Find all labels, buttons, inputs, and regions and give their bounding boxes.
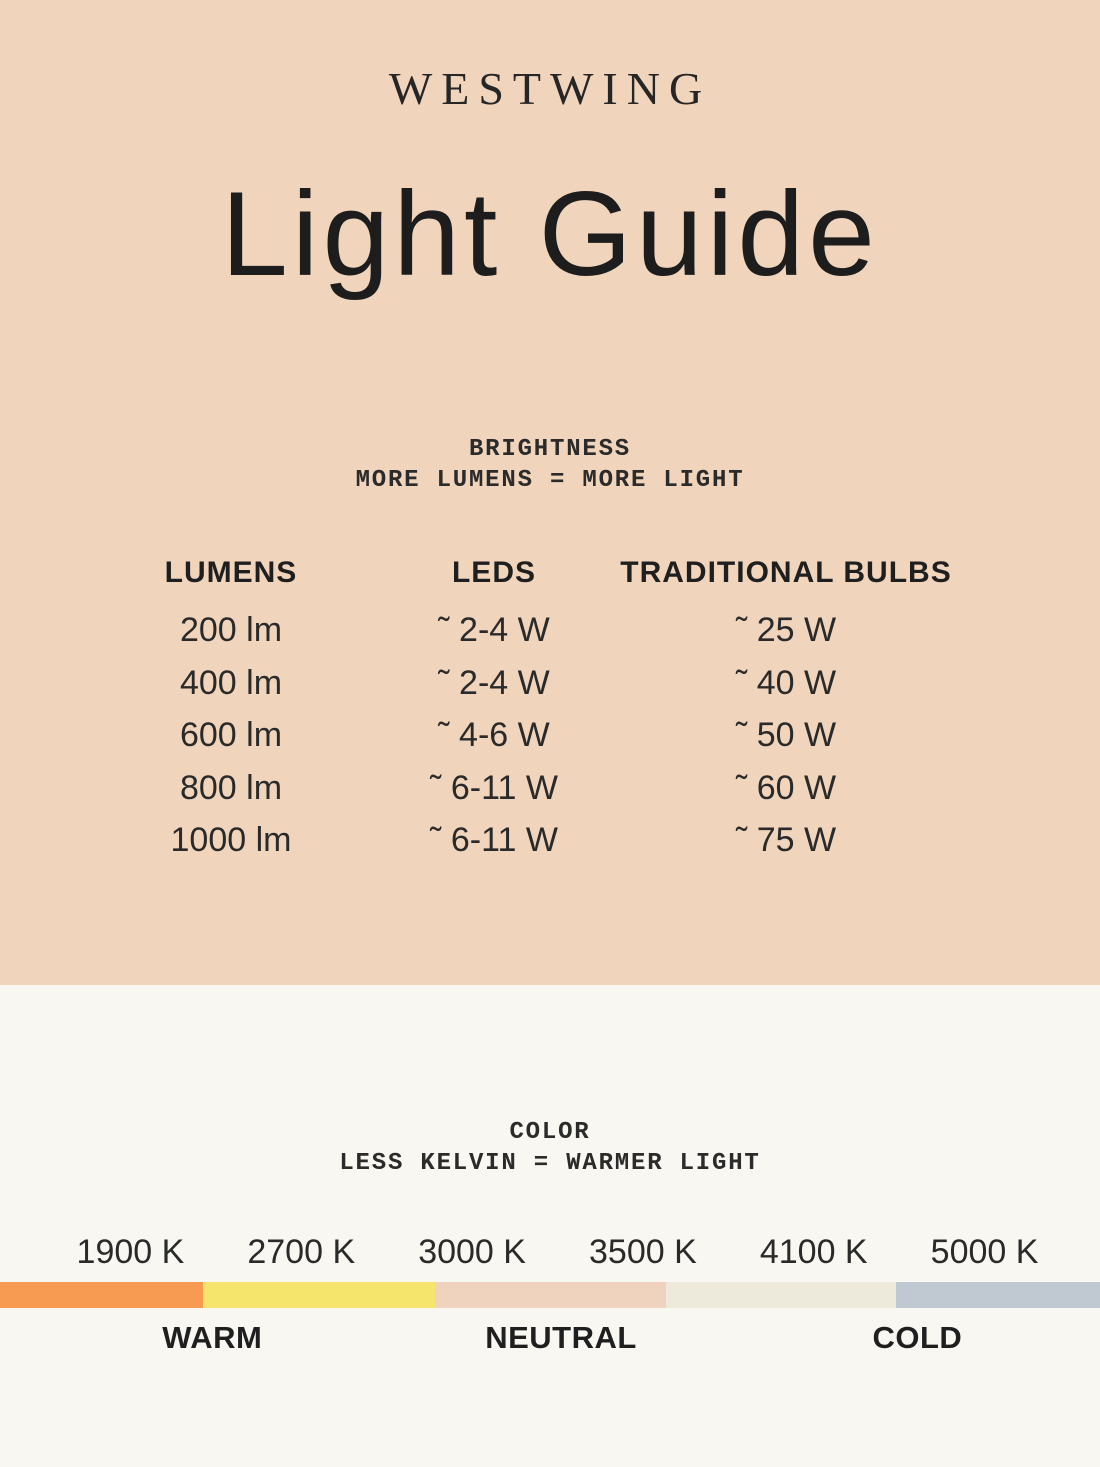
temp-label-cold: COLD — [872, 1320, 963, 1355]
column-header-leds: LEDS — [451, 556, 536, 589]
column-header-traditional-bulbs: TRADITIONAL BULBS — [620, 556, 952, 589]
temp-label-neutral: NEUTRAL — [485, 1320, 637, 1355]
brightness-subtitle-block — [0, 434, 1100, 496]
table-cell-bulbs: ˜ 40 W — [735, 663, 837, 702]
kelvin-label: 4100 K — [759, 1233, 868, 1271]
kelvin-label: 3000 K — [418, 1233, 526, 1271]
brightness-subheading: MORE LUMENS = MORE LIGHT — [355, 467, 745, 494]
westwing-logo: WESTWING — [388, 63, 712, 114]
table-cell-bulbs: ˜ 75 W — [735, 821, 837, 860]
temp-label-warm: WARM — [162, 1320, 263, 1355]
table-row — [60, 709, 986, 762]
table-cell-leds: ˜ 6-11 W — [430, 821, 558, 860]
table-cell-lumens: 400 lm — [179, 663, 283, 702]
bar-segment-neutral-cream — [666, 1282, 896, 1308]
kelvin-label: 2700 K — [247, 1233, 356, 1271]
table-cell-bulbs: ˜ 60 W — [735, 768, 837, 807]
table-body — [60, 604, 986, 867]
table-cell-leds: ˜ 2-4 W — [438, 611, 550, 649]
table-cell-bulbs: ˜ 50 W — [735, 716, 837, 755]
color-section — [0, 985, 1100, 1467]
bar-segment-warm-orange — [0, 1282, 203, 1308]
brightness-heading: BRIGHTNESS — [468, 436, 632, 463]
table-cell-lumens: 1000 lm — [170, 821, 292, 860]
page-title: Light Guide — [221, 167, 879, 301]
table-row — [60, 604, 986, 657]
kelvin-scale-labels — [45, 1235, 1070, 1269]
table-header-row — [60, 556, 986, 590]
kelvin-label: 3500 K — [589, 1233, 697, 1271]
color-heading: COLOR — [509, 1119, 591, 1146]
lumens-table — [60, 556, 986, 867]
column-header-lumens: LUMENS — [164, 556, 298, 589]
temperature-labels — [0, 1321, 1100, 1355]
table-row — [60, 814, 986, 867]
bar-segment-neutral-peach — [435, 1282, 666, 1308]
table-cell-leds: ˜ 4-6 W — [438, 716, 550, 755]
table-cell-bulbs: ˜ 25 W — [735, 611, 837, 649]
table-cell-leds: ˜ 6-11 W — [430, 768, 558, 807]
kelvin-label: 5000 K — [930, 1233, 1039, 1271]
table-cell-lumens: 800 lm — [179, 768, 283, 807]
table-cell-lumens: 600 lm — [179, 716, 283, 755]
bar-segment-cold-blue — [896, 1282, 1100, 1308]
table-cell-leds: ˜ 2-4 W — [438, 663, 550, 702]
color-subtitle-block — [0, 985, 1100, 1179]
kelvin-label: 1900 K — [76, 1233, 185, 1271]
table-row — [60, 657, 986, 710]
table-cell-lumens: 200 lm — [179, 611, 283, 649]
color-temperature-bar — [0, 1282, 1100, 1308]
table-row — [60, 762, 986, 815]
bar-segment-warm-yellow — [203, 1282, 435, 1308]
color-subheading: LESS KELVIN = WARMER LIGHT — [339, 1150, 761, 1177]
